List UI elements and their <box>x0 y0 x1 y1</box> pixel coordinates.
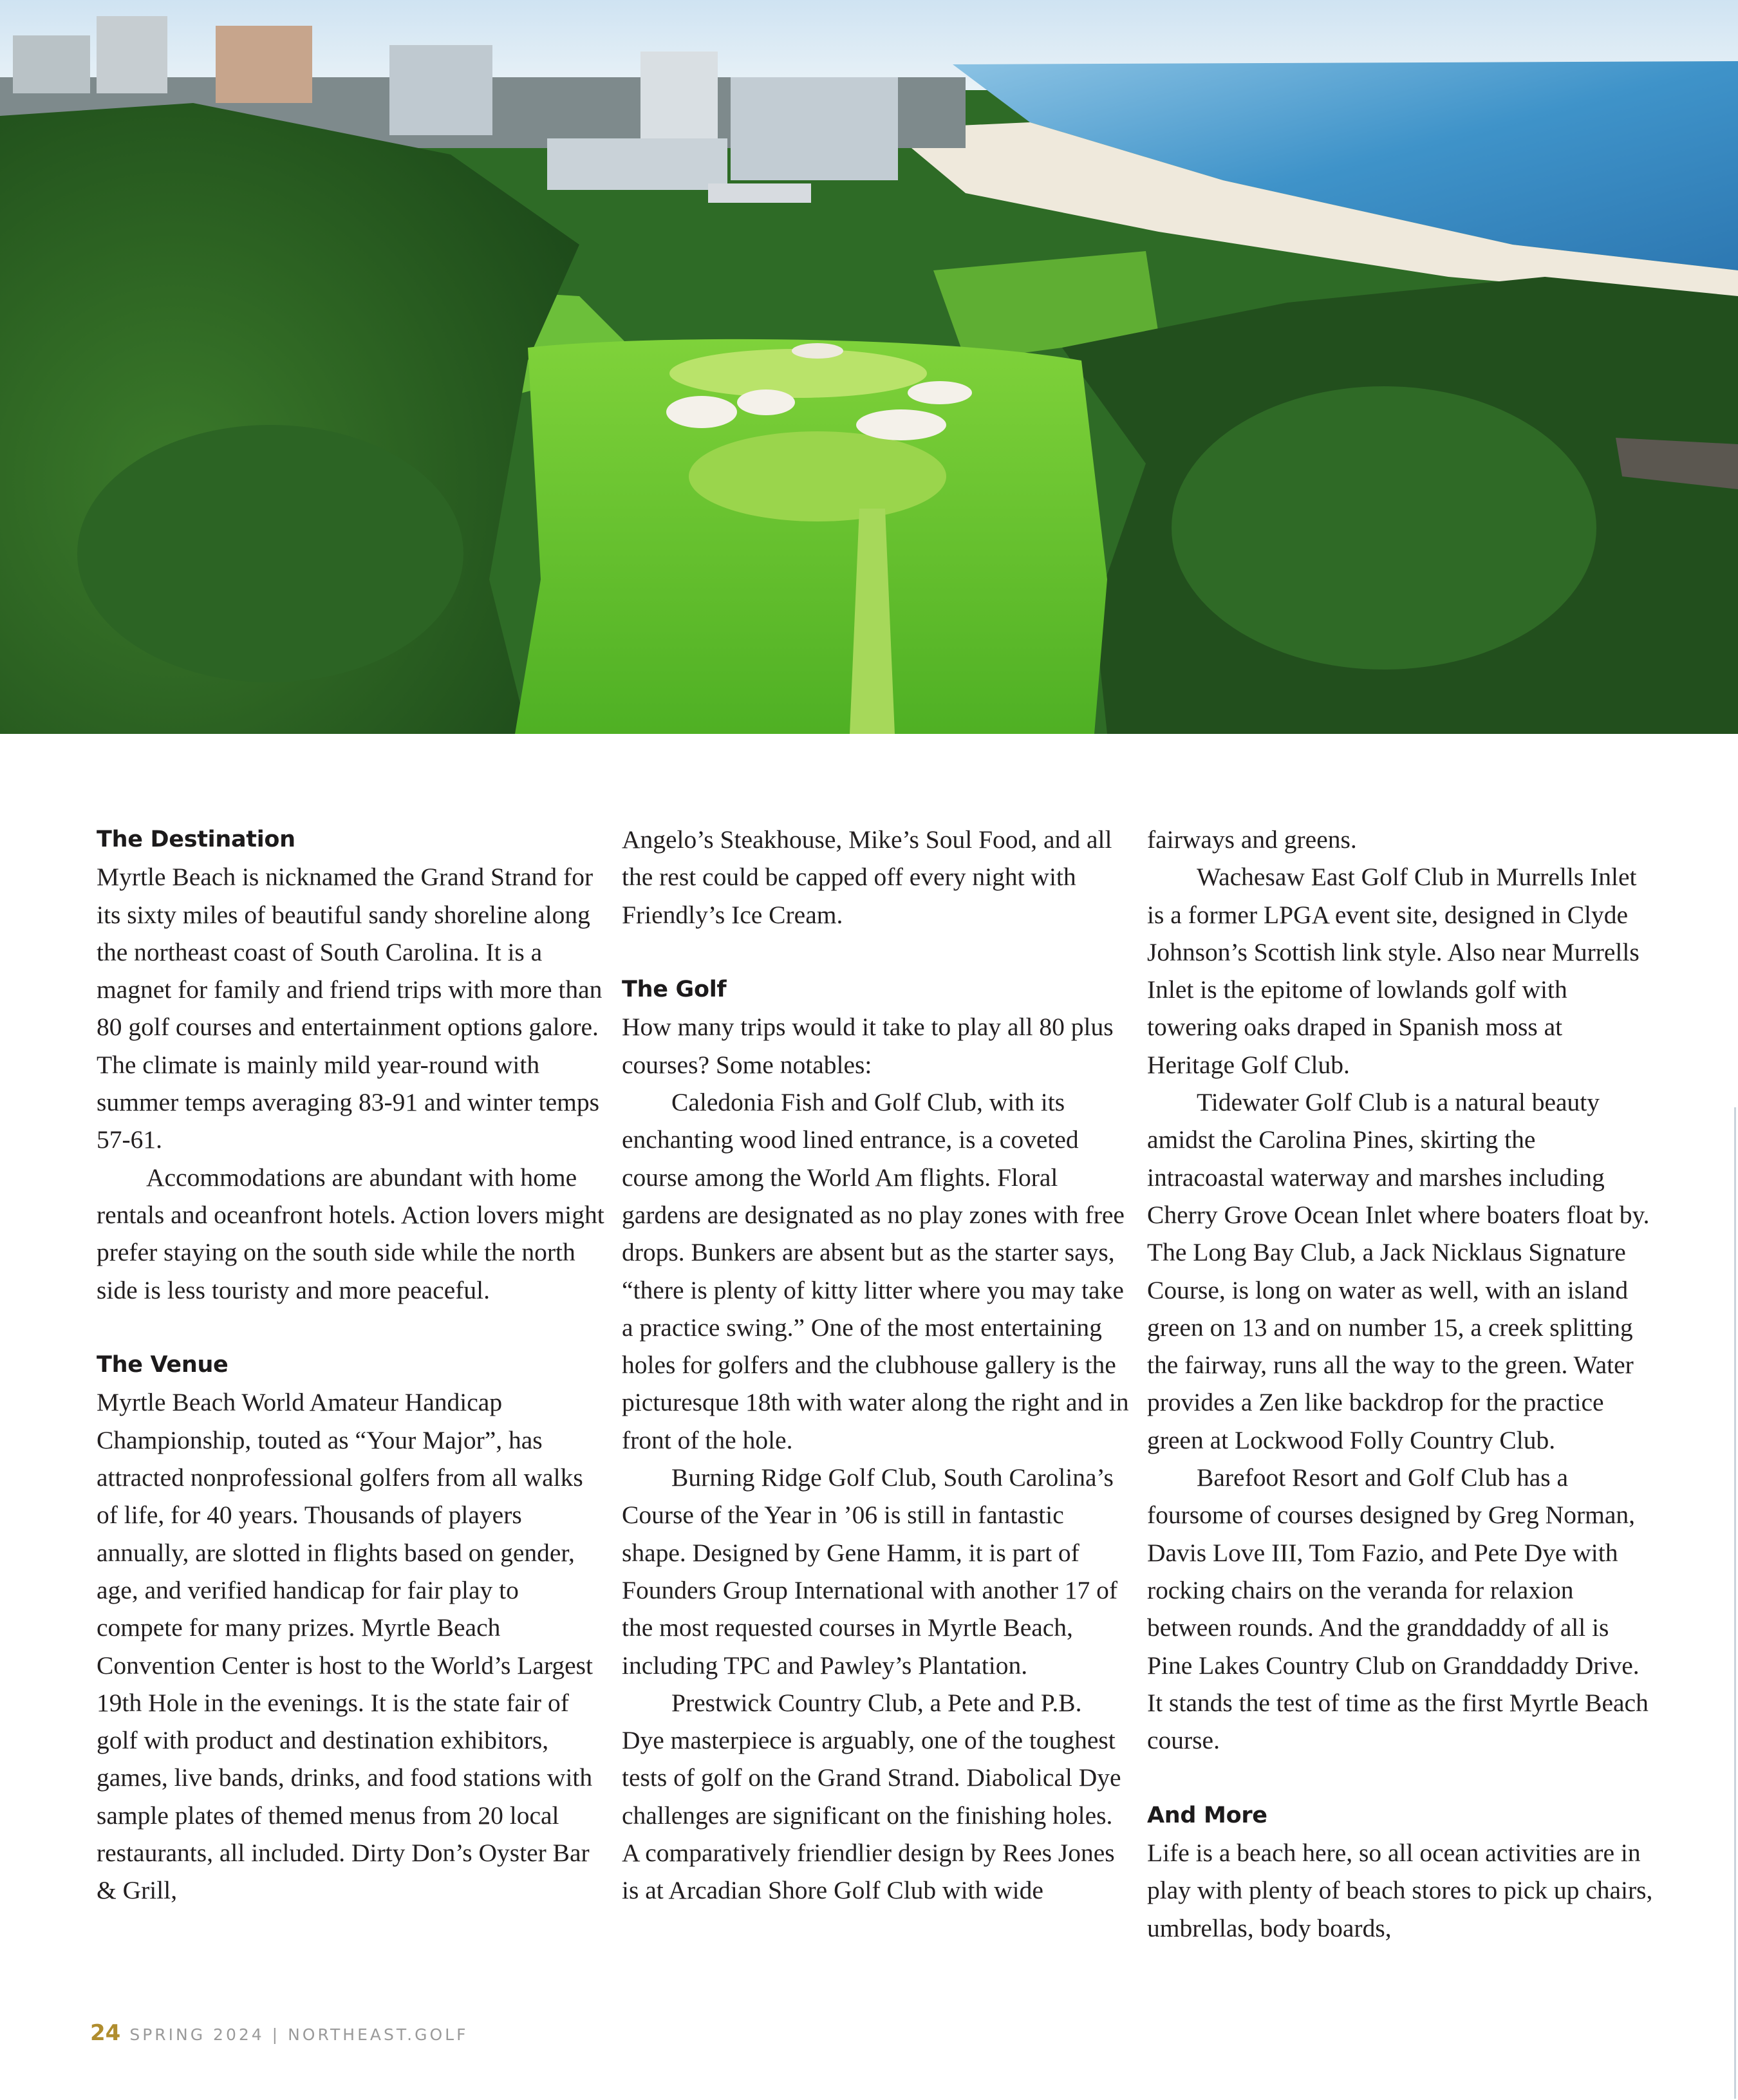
page-edge-divider <box>1734 1107 1736 2099</box>
section-heading-venue: The Venue <box>97 1352 229 1378</box>
paragraph: How many trips would it take to play all 80 plus courses? Some notables: <box>622 1013 1114 1079</box>
paragraph-spacer <box>97 1309 605 1346</box>
article-column-1 <box>97 821 605 1909</box>
paragraph: Wachesaw East Golf Club in Murrells Inlet is a former LPGA event site, designed in Clyde Johnson’s Scottish link style. Also near Murrells Inlet is the epitome of lowlands golf with towering oaks draped in Spanish moss at Heritage Golf Club. <box>1147 863 1640 1079</box>
issue-label: SPRING 2024 <box>129 2025 265 2044</box>
paragraph-spacer <box>1147 1759 1656 1796</box>
paragraph: Angelo’s Steakhouse, Mike’s Soul Food, and all the rest could be capped off every night with Friendly’s Ice Cream. <box>622 825 1112 929</box>
paragraph: Burning Ridge Golf Club, South Carolina’s Course of the Year in ’06 is still in fantastic shape. Designed by Gene Hamm, it is part of Founders Group International with another 17 of the most requested courses in Myrtle Beach, including TPC and Pawley’s Plantation. <box>622 1463 1118 1680</box>
paragraph: fairways and greens. <box>1147 825 1357 854</box>
article-column-3 <box>1147 821 1656 1947</box>
page-footer <box>90 2020 469 2052</box>
article-column-2 <box>622 821 1130 1909</box>
section-heading-more: And More <box>1147 1802 1267 1828</box>
section-heading-destination: The Destination <box>97 827 295 852</box>
page-number: 24 <box>90 2020 121 2046</box>
section-heading-golf: The Golf <box>622 977 727 1003</box>
paragraph: Myrtle Beach is nicknamed the Grand Strand for its sixty miles of beautiful sandy shoreline along the northeast coast of South Carolina. It is a magnet for family and friend trips with more than 80 golf courses and entertainment options galore. The climate is mainly mild year-round with summer temps averaging 83-91 and winter temps 57-61. <box>97 863 603 1154</box>
paragraph: Caledonia Fish and Golf Club, with its enchanting wood lined entrance, is a coveted course among the World Am flights. Floral gardens are designated as no play zones with free drops. Bunkers are absent but as the starter says, “there is plenty of kitty litter where you may take a practice swing.” One of the most entertaining holes for golfers and the clubhouse gallery is the picturesque 18th with water along the right and in front of the hole. <box>622 1088 1129 1454</box>
paragraph: Accommodations are abundant with home rentals and oceanfront hotels. Action lovers might prefer staying on the south side while the north side is less touristy and more peaceful. <box>97 1163 604 1304</box>
paragraph: Life is a beach here, so all ocean activities are in play with plenty of beach stores to pick up chairs, umbrellas, body boards, <box>1147 1839 1653 1942</box>
folio-separator: | <box>272 2025 281 2044</box>
paragraph: Tidewater Golf Club is a natural beauty amidst the Carolina Pines, skirting the intracoastal waterway and marshes including Cherry Grove Ocean Inlet where boaters float by. The Long Bay Club, a Jack Nicklaus Signature Course, is long on water as well, with an island green on 13 and on number 15, a creek splitting the fairway, runs all the way to the green. Water provides a Zen like backdrop for the practice green at Lockwood Folly Country Club. <box>1147 1088 1650 1454</box>
paragraph: Barefoot Resort and Golf Club has a foursome of courses designed by Greg Norman, Davis Love III, Tom Fazio, and Pete Dye with rocking chairs on the veranda for relaxion between rounds. And the granddaddy of all is Pine Lakes Country Club on Granddaddy Drive. It stands the test of time as the first Myrtle Beach course. <box>1147 1463 1649 1755</box>
paragraph-spacer <box>622 933 1130 971</box>
golf-course-aerial-image <box>0 0 1738 734</box>
hero-photo <box>0 0 1738 734</box>
paragraph: Prestwick Country Club, a Pete and P.B. Dye masterpiece is arguably, one of the toughest tests of golf on the Grand Strand. Diabolical Dye challenges are significant on the finishing holes. A comparatively friendlier design by Rees Jones is at Arcadian Shore Golf Club with wide <box>622 1688 1121 1905</box>
paragraph: Myrtle Beach World Amateur Handicap Championship, touted as “Your Major”, has attracted nonprofessional golfers from all walks of life, for 40 years. Thousands of players annually, are slotted in flights based on gender, age, and verified handicap for fair play to compete for many prizes. Myrtle Beach Convention Center is host to the World’s Largest 19th Hole in the evenings. It is the state fair of golf with product and destination exhibitors, games, live bands, drinks, and food stations with sample plates of themed menus from 20 local restaurants, all included. Dirty Don’s Oyster Bar & Grill, <box>97 1388 593 1905</box>
publication-name: NORTHEAST.GOLF <box>288 2025 469 2044</box>
